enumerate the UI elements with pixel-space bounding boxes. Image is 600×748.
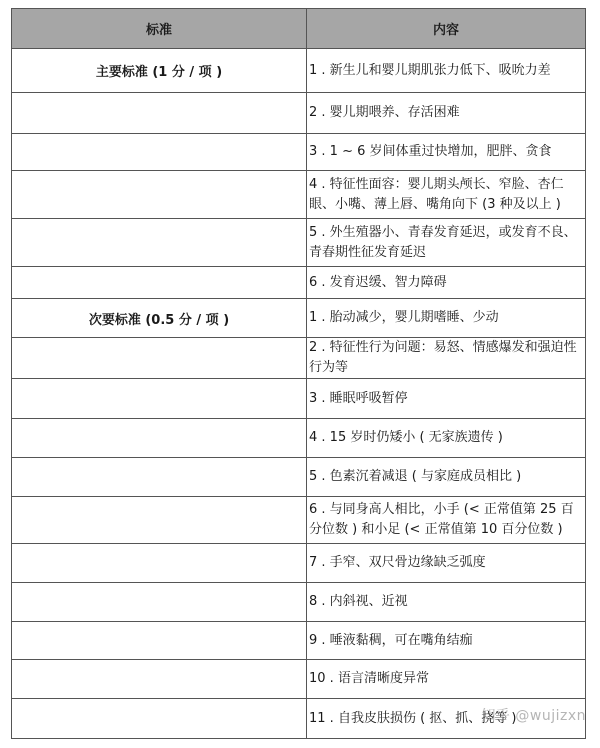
table-row [12,583,586,622]
criteria-cell: 主要标准 (1 分 / 项 ) [12,49,307,93]
content-cell: 1 . 胎动减少，婴儿期嗜睡、少动 [307,299,586,338]
criteria-cell [12,219,307,267]
content-cell: 8 . 内斜视、近视 [307,583,586,622]
table-row [12,49,586,93]
table-row [12,338,586,379]
content-cell: 2 . 婴儿期喂养、存活困难 [307,93,586,134]
header-criteria: 标准 [12,9,307,49]
criteria-cell [12,458,307,497]
content-cell: 3 . 睡眠呼吸暂停 [307,379,586,419]
table-row [12,699,586,739]
criteria-cell [12,622,307,660]
header-content: 内容 [307,9,586,49]
content-cell: 9 . 唾液黏稠，可在嘴角结痂 [307,622,586,660]
table-row [12,458,586,497]
criteria-cell [12,544,307,583]
table-row [12,379,586,419]
table-row [12,660,586,699]
table-body [12,49,586,739]
criteria-cell [12,419,307,458]
content-cell: 5 . 外生殖器小、青春发育延迟，或发育不良、青春期性征发育延迟 [307,219,586,267]
table-row [12,171,586,219]
content-cell: 4 . 15 岁时仍矮小 ( 无家族遗传 ) [307,419,586,458]
criteria-table [11,8,586,739]
content-cell: 4 . 特征性面容：婴儿期头颅长、窄脸、杏仁眼、小嘴、薄上唇、嘴角向下 (3 种及以上 ) [307,171,586,219]
content-cell: 11 . 自我皮肤损伤 ( 抠、抓、挠等 ) [307,699,586,739]
criteria-cell [12,171,307,219]
table-row [12,267,586,299]
table-row [12,497,586,544]
criteria-cell [12,497,307,544]
content-cell: 6 . 发育迟缓、智力障碍 [307,267,586,299]
content-cell: 5 . 色素沉着减退 ( 与家庭成员相比 ) [307,458,586,497]
table-row [12,134,586,171]
table-row [12,299,586,338]
criteria-cell [12,134,307,171]
criteria-cell [12,338,307,379]
criteria-cell [12,93,307,134]
content-cell: 3 . 1 ~ 6 岁间体重过快增加，肥胖、贪食 [307,134,586,171]
criteria-cell [12,583,307,622]
content-cell: 7 . 手窄、双尺骨边缘缺乏弧度 [307,544,586,583]
content-cell: 10 . 语言清晰度异常 [307,660,586,699]
content-cell: 1 . 新生儿和婴儿期肌张力低下、吸吮力差 [307,49,586,93]
table-row [12,419,586,458]
criteria-cell [12,660,307,699]
table-row [12,219,586,267]
table-row [12,93,586,134]
criteria-cell [12,699,307,739]
content-cell: 6 . 与同身高人相比，小手 (< 正常值第 25 百分位数 ) 和小足 (< 正常值第 10 百分位数 ) [307,497,586,544]
content-cell: 2 . 特征性行为问题：易怒、情感爆发和强迫性行为等 [307,338,586,379]
table-row [12,544,586,583]
table-row [12,622,586,660]
criteria-cell [12,379,307,419]
watermark: 知乎 @wujizxn [481,708,586,724]
criteria-cell: 次要标准 (0.5 分 / 项 ) [12,299,307,338]
criteria-cell [12,267,307,299]
table-header-row [12,9,586,49]
